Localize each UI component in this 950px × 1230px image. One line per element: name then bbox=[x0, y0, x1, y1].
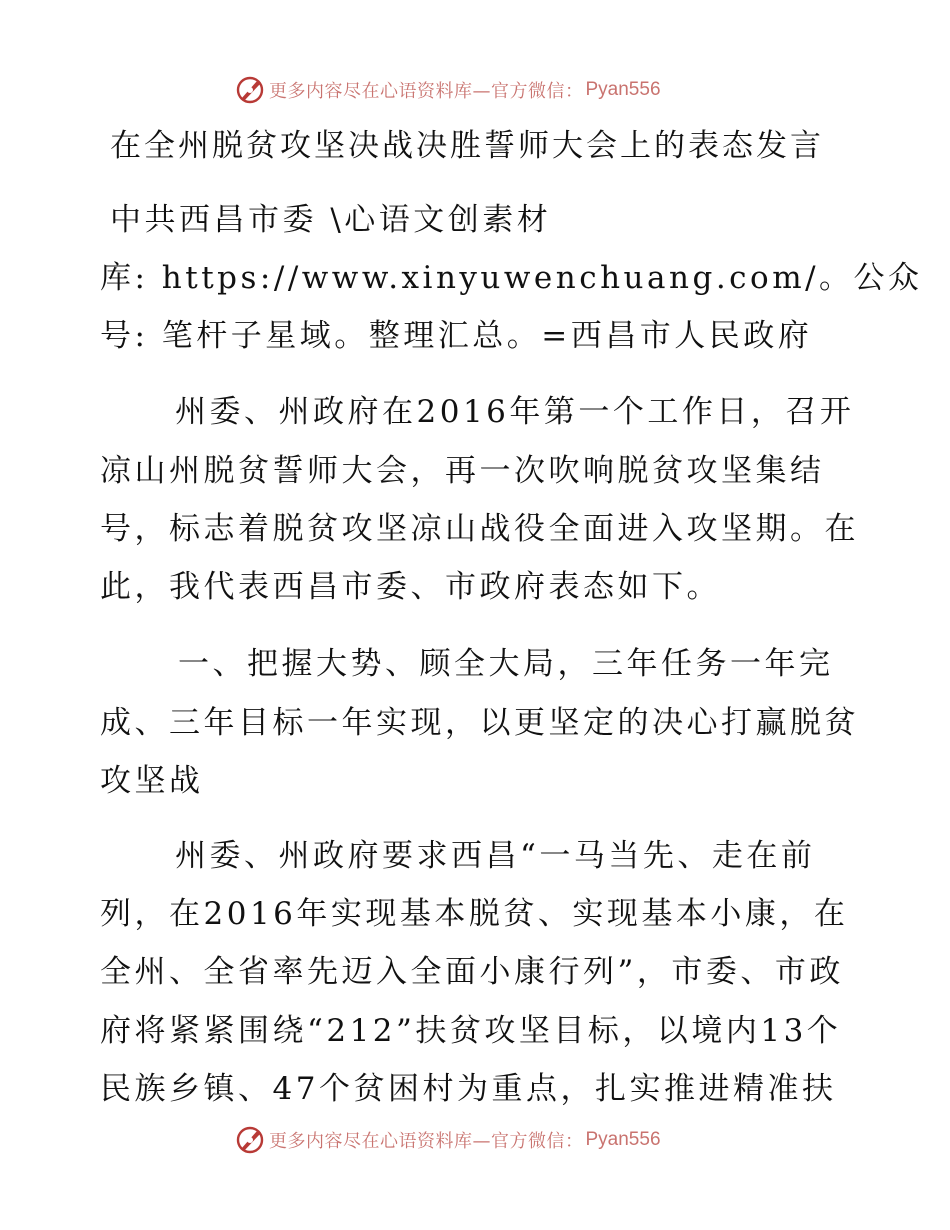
body-line: 号，标志着脱贫攻坚凉山战役全面进入攻坚期。在 bbox=[100, 511, 859, 547]
body-line: 凉山州脱贫誓师大会，再一次吹响脱贫攻坚集结 bbox=[100, 453, 825, 489]
quill-logo-icon bbox=[235, 1125, 265, 1155]
body-line: 列，在2016年实现基本脱贫、实现基本小康，在 bbox=[100, 896, 849, 932]
body-line: 府将紧紧围绕“212”扶贫攻坚目标，以境内13个 bbox=[100, 1013, 842, 1049]
paragraph-first-line: 州委、州政府在2016年第一个工作日，召开 bbox=[175, 394, 855, 430]
section-heading-line: 成、三年目标一年实现，以更坚定的决心打赢脱贫 bbox=[100, 705, 859, 741]
quill-logo-icon bbox=[235, 75, 265, 105]
section-heading-line: 一、把握大势、顾全大局，三年任务一年完 bbox=[178, 646, 834, 682]
document-title: 在全州脱贫攻坚决战决胜誓师大会上的表态发言 bbox=[110, 128, 824, 164]
banner-text: 更多内容尽在心语资料库—官方微信： bbox=[269, 1131, 584, 1152]
banner-wechat-id: Pyan556 bbox=[585, 1129, 661, 1150]
footer-banner bbox=[235, 1123, 661, 1157]
header-banner bbox=[235, 73, 661, 107]
body-line: 号: 笔杆子星域。整理汇总。=西昌市人民政府 bbox=[100, 318, 813, 354]
body-line: 全州、全省率先迈入全面小康行列”，市委、市政 bbox=[100, 954, 844, 990]
author-line: 中共西昌市委 \心语文创素材 bbox=[110, 202, 552, 238]
paragraph-first-line: 州委、州政府要求西昌“一马当先、走在前 bbox=[175, 838, 816, 874]
section-heading-line: 攻坚战 bbox=[100, 763, 204, 799]
body-line: 库: https://www.xinyuwenchuang.com/。公众 bbox=[100, 260, 923, 296]
body-line: 民族乡镇、47个贫困村为重点，扎实推进精准扶 bbox=[100, 1071, 837, 1107]
banner-wechat-id: Pyan556 bbox=[585, 79, 661, 100]
body-line: 此，我代表西昌市委、市政府表态如下。 bbox=[100, 569, 721, 605]
banner-text: 更多内容尽在心语资料库—官方微信： bbox=[269, 81, 584, 102]
